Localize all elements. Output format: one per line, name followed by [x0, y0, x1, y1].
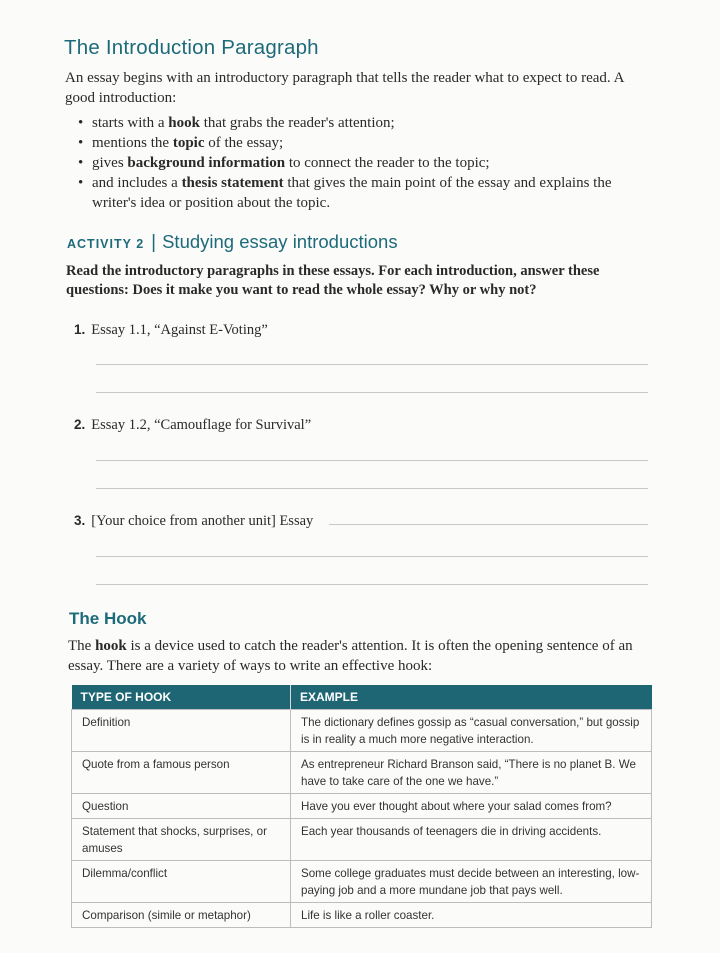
list-item: • mentions the topic of the essay;	[78, 135, 284, 151]
table-row	[72, 903, 652, 928]
hook-type-cell: Definition	[72, 710, 291, 752]
list-item: • starts with a hook that grabs the reader's attention;	[78, 115, 395, 131]
activity-instructions: Read the introductory paragraphs in these essays. For each introduction, answer these questions: Does it make you want to read the whole essay? Why or why not?	[66, 263, 600, 298]
hook-paragraph: The hook is a device used to catch the reader's attention. It is often the opening sentence of an essay. There are a variety of ways to write an effective hook:	[68, 638, 633, 674]
hook-type-cell: Quote from a famous person	[72, 752, 291, 794]
hook-example-cell: Life is like a roller coaster.	[291, 903, 652, 928]
table-row	[72, 710, 652, 752]
hook-example-cell: As entrepreneur Richard Branson said, “There is no planet B. We have to take care of the one we have.”	[291, 752, 652, 794]
column-header-type: TYPE OF HOOK	[72, 685, 291, 710]
question-3: 3. [Your choice from another unit] Essay	[74, 513, 314, 529]
list-item: • and includes a thesis statement that gives the main point of the essay and explains the writer's idea or position about the topic.	[78, 175, 612, 211]
answer-line[interactable]	[96, 488, 648, 489]
table-row	[72, 861, 652, 903]
list-item: • gives background information to connect the reader to the topic;	[78, 155, 490, 171]
introduction-criteria-list	[78, 113, 658, 213]
hook-type-cell: Statement that shocks, surprises, or amuses	[72, 819, 291, 861]
hook-heading: The Hook	[69, 609, 147, 628]
answer-line[interactable]	[96, 364, 648, 365]
hook-example-cell: Some college graduates must decide between an interesting, low-paying job and a more mundane job that pays well.	[291, 861, 652, 903]
section-title: The Introduction Paragraph	[64, 36, 319, 59]
intro-paragraph: An essay begins with an introductory paragraph that tells the reader what to expect to read. A good introduction:	[65, 70, 624, 106]
answer-line[interactable]	[329, 524, 648, 525]
activity-title: Studying essay introductions	[162, 231, 398, 252]
column-header-example: EXAMPLE	[291, 685, 652, 710]
activity-label: ACTIVITY 2	[67, 237, 145, 251]
answer-line[interactable]	[96, 556, 648, 557]
table-row	[72, 752, 652, 794]
question-1: 1. Essay 1.1, “Against E-Voting”	[74, 322, 268, 338]
hook-example-cell: The dictionary defines gossip as “casual conversation,” but gossip is in reality a much more negative interaction.	[291, 710, 652, 752]
hook-type-cell: Question	[72, 794, 291, 819]
answer-line[interactable]	[96, 584, 648, 585]
activity-separator: |	[151, 232, 157, 253]
hook-example-cell: Have you ever thought about where your salad comes from?	[291, 794, 652, 819]
hook-type-cell: Comparison (simile or metaphor)	[72, 903, 291, 928]
table-row	[72, 794, 652, 819]
answer-line[interactable]	[96, 392, 648, 393]
table-row	[72, 819, 652, 861]
hook-type-cell: Dilemma/conflict	[72, 861, 291, 903]
answer-line[interactable]	[96, 460, 648, 461]
activity-heading	[67, 231, 398, 254]
hook-types-table	[71, 685, 652, 928]
hook-example-cell: Each year thousands of teenagers die in driving accidents.	[291, 819, 652, 861]
question-2: 2. Essay 1.2, “Camouflage for Survival”	[74, 417, 312, 433]
table-header-row	[72, 685, 652, 710]
